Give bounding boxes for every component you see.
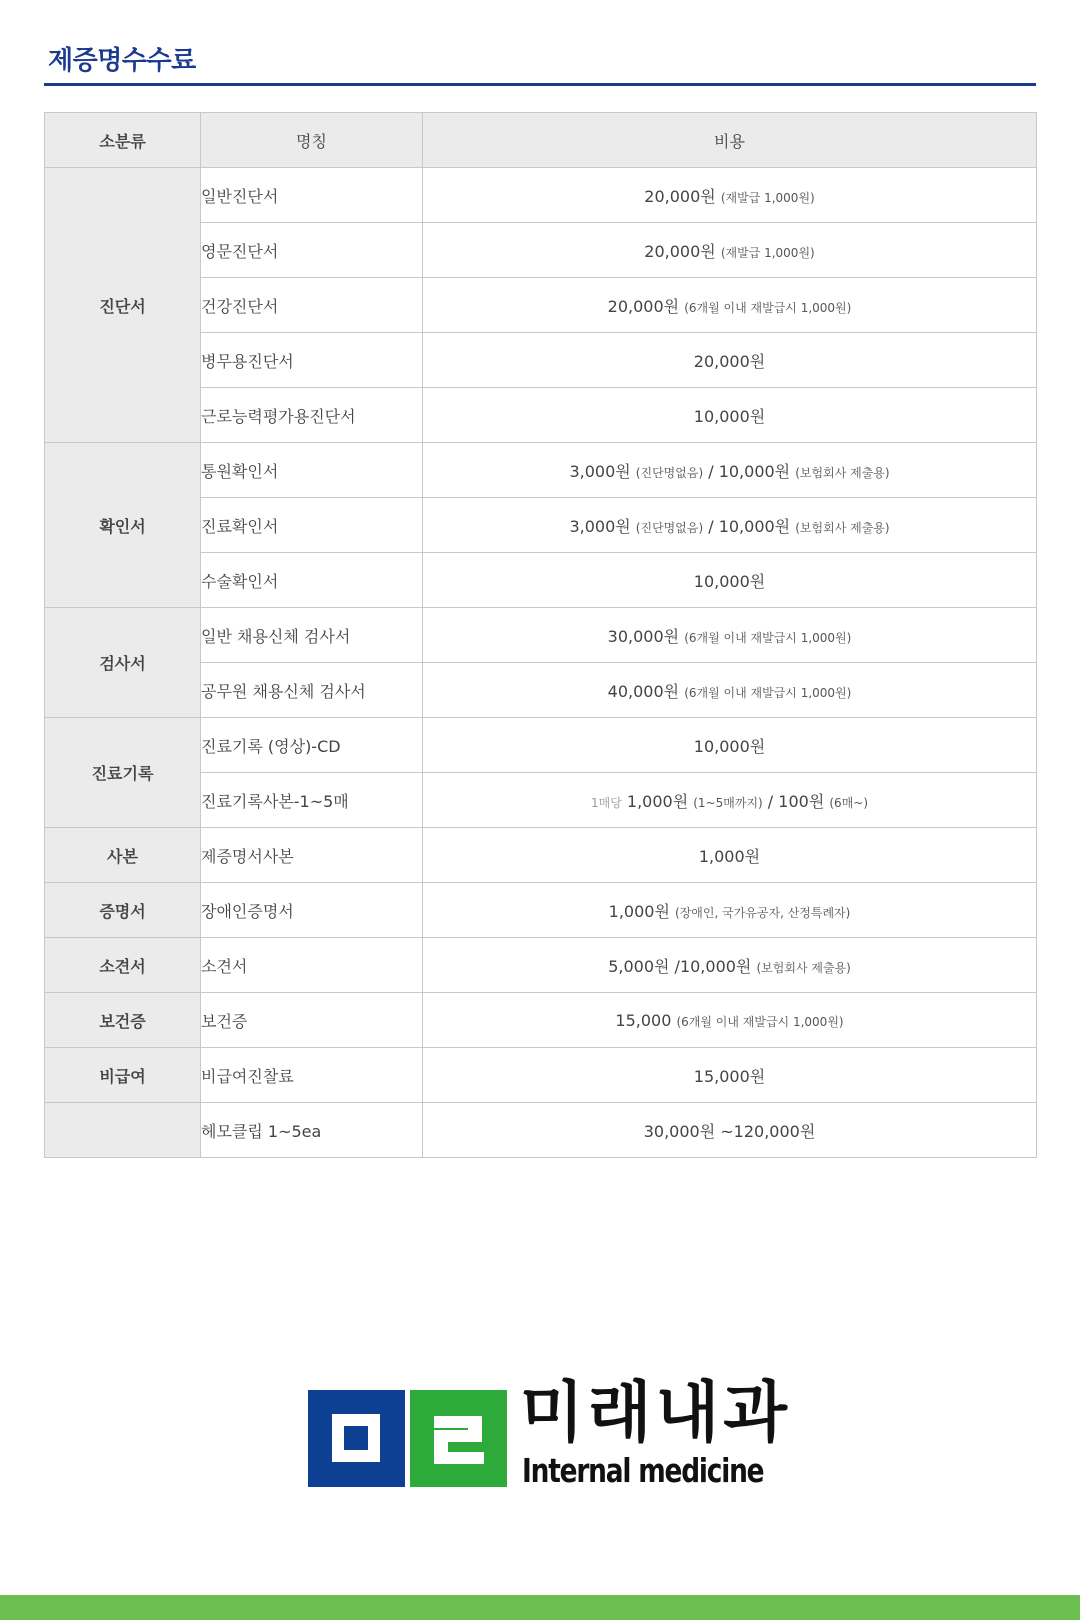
fee-note: (6개월 이내 재발급시 1,000원) xyxy=(684,630,852,645)
fee-note: (장애인, 국가유공자, 산정특례자) xyxy=(675,905,851,920)
fee-amount: 15,000 xyxy=(615,1010,672,1030)
fee-amount: 3,000원 xyxy=(569,516,631,536)
fee-cell xyxy=(423,388,1037,443)
fee-amount: 20,000원 xyxy=(693,351,766,371)
fee-cell xyxy=(423,608,1037,663)
logo-rieul-glyph-icon xyxy=(410,1390,507,1487)
logo-korean-text: 미래내과 xyxy=(520,1374,792,1451)
footer-bar xyxy=(0,1595,1080,1620)
table-row xyxy=(45,608,1037,663)
fee-amount: 30,000원 xyxy=(607,626,680,646)
fee-amount: 1,000원 xyxy=(608,901,670,921)
document-name: 병무용진단서 xyxy=(201,333,423,388)
document-name: 보건증 xyxy=(201,993,423,1048)
document-name: 헤모클립 1~5ea xyxy=(201,1103,423,1158)
fee-note: (6개월 이내 재발급시 1,000원) xyxy=(676,1014,844,1029)
fee-note-2: (보험회사 제출용) xyxy=(795,520,890,535)
fee-amount: 20,000원 xyxy=(644,241,716,261)
table-row xyxy=(45,993,1037,1048)
table-row xyxy=(45,938,1037,993)
fee-cell xyxy=(423,773,1037,828)
document-name: 진료기록사본-1~5매 xyxy=(201,773,423,828)
fee-amount-2: 10,000원 xyxy=(718,461,791,481)
fee-amount: 20,000원 xyxy=(644,186,716,206)
category-cell: 소견서 xyxy=(45,938,201,993)
logo-green-square-icon xyxy=(410,1390,507,1487)
logo-hollow-square-icon xyxy=(332,1414,380,1462)
document-name: 소견서 xyxy=(201,938,423,993)
fee-note: (재발급 1,000원) xyxy=(720,190,815,205)
fee-cell xyxy=(423,938,1037,993)
fee-note-2: (보험회사 제출용) xyxy=(756,960,851,975)
fee-cell xyxy=(423,1103,1037,1158)
fee-amount-2: 100원 xyxy=(778,791,825,811)
document-name: 일반진단서 xyxy=(201,168,423,223)
document-name: 진료확인서 xyxy=(201,498,423,553)
page-title: 제증명수수료 xyxy=(48,46,196,76)
table-row xyxy=(45,718,1037,773)
fee-separator: / xyxy=(762,791,779,811)
fee-cell xyxy=(423,498,1037,553)
table-row xyxy=(45,1103,1037,1158)
header-name: 명칭 xyxy=(201,113,423,168)
fee-cell xyxy=(423,278,1037,333)
category-cell xyxy=(45,1103,201,1158)
document-name: 비급여진찰료 xyxy=(201,1048,423,1103)
category-cell: 증명서 xyxy=(45,883,201,938)
fee-cell xyxy=(423,993,1037,1048)
fee-amount: 30,000원 ~120,000원 xyxy=(643,1121,816,1141)
fee-cell xyxy=(423,663,1037,718)
fee-amount: 3,000원 xyxy=(569,461,631,481)
document-name: 제증명서사본 xyxy=(201,828,423,883)
document-name: 공무원 채용신체 검사서 xyxy=(201,663,423,718)
table-row xyxy=(45,828,1037,883)
fee-amount: 10,000원 xyxy=(693,736,766,756)
fee-separator: / xyxy=(703,461,719,481)
title-divider xyxy=(44,83,1036,86)
document-name: 일반 채용신체 검사서 xyxy=(201,608,423,663)
clinic-logo xyxy=(308,1374,792,1490)
fee-cell xyxy=(423,883,1037,938)
fee-note: (6개월 이내 재발급시 1,000원) xyxy=(684,685,852,700)
fee-amount: 1,000원 xyxy=(698,846,761,866)
fee-amount: 5,000원 xyxy=(608,956,670,976)
document-name: 근로능력평가용진단서 xyxy=(201,388,423,443)
fee-cell xyxy=(423,223,1037,278)
table-row xyxy=(45,883,1037,938)
document-name: 진료기록 (영상)-CD xyxy=(201,718,423,773)
category-cell: 비급여 xyxy=(45,1048,201,1103)
fee-cell xyxy=(423,1048,1037,1103)
logo-blue-square-icon xyxy=(308,1390,405,1487)
fee-note: (진단명없음) xyxy=(635,465,704,480)
fee-cell xyxy=(423,718,1037,773)
fee-cell xyxy=(423,168,1037,223)
fee-separator: / xyxy=(669,956,680,976)
table-header-row xyxy=(45,113,1037,168)
fee-cell xyxy=(423,553,1037,608)
category-cell: 사본 xyxy=(45,828,201,883)
document-name: 장애인증명서 xyxy=(201,883,423,938)
document-name: 수술확인서 xyxy=(201,553,423,608)
fee-prefix: 1매당 xyxy=(590,795,622,810)
table-row xyxy=(45,168,1037,223)
header-fee: 비용 xyxy=(423,113,1037,168)
category-cell: 확인서 xyxy=(45,443,201,608)
fee-amount-2: 10,000원 xyxy=(718,516,791,536)
fee-table xyxy=(44,112,1037,1158)
fee-note-2: (6매~) xyxy=(829,795,869,810)
fee-amount-2: 10,000원 xyxy=(679,956,752,976)
fee-note: (진단명없음) xyxy=(635,520,704,535)
fee-amount: 15,000원 xyxy=(693,1066,766,1086)
fee-amount: 10,000원 xyxy=(693,571,766,591)
fee-cell xyxy=(423,828,1037,883)
header-category: 소분류 xyxy=(45,113,201,168)
table-row xyxy=(45,1048,1037,1103)
document-name: 통원확인서 xyxy=(201,443,423,498)
fee-note-2: (보험회사 제출용) xyxy=(795,465,890,480)
fee-note: (6개월 이내 재발급시 1,000원) xyxy=(684,300,852,315)
fee-note: (1~5매까지) xyxy=(693,795,763,810)
logo-english-text: Internal medicine xyxy=(522,1451,764,1490)
category-cell: 진료기록 xyxy=(45,718,201,828)
fee-cell xyxy=(423,443,1037,498)
document-name: 건강진단서 xyxy=(201,278,423,333)
category-cell: 진단서 xyxy=(45,168,201,443)
category-cell: 검사서 xyxy=(45,608,201,718)
fee-separator: / xyxy=(703,516,719,536)
table-row xyxy=(45,443,1037,498)
document-name: 영문진단서 xyxy=(201,223,423,278)
fee-amount: 40,000원 xyxy=(607,681,680,701)
fee-amount: 10,000원 xyxy=(693,406,766,426)
fee-cell xyxy=(423,333,1037,388)
fee-amount: 20,000원 xyxy=(607,296,680,316)
fee-amount: 1,000원 xyxy=(626,791,689,811)
category-cell: 보건증 xyxy=(45,993,201,1048)
fee-note: (재발급 1,000원) xyxy=(720,245,815,260)
